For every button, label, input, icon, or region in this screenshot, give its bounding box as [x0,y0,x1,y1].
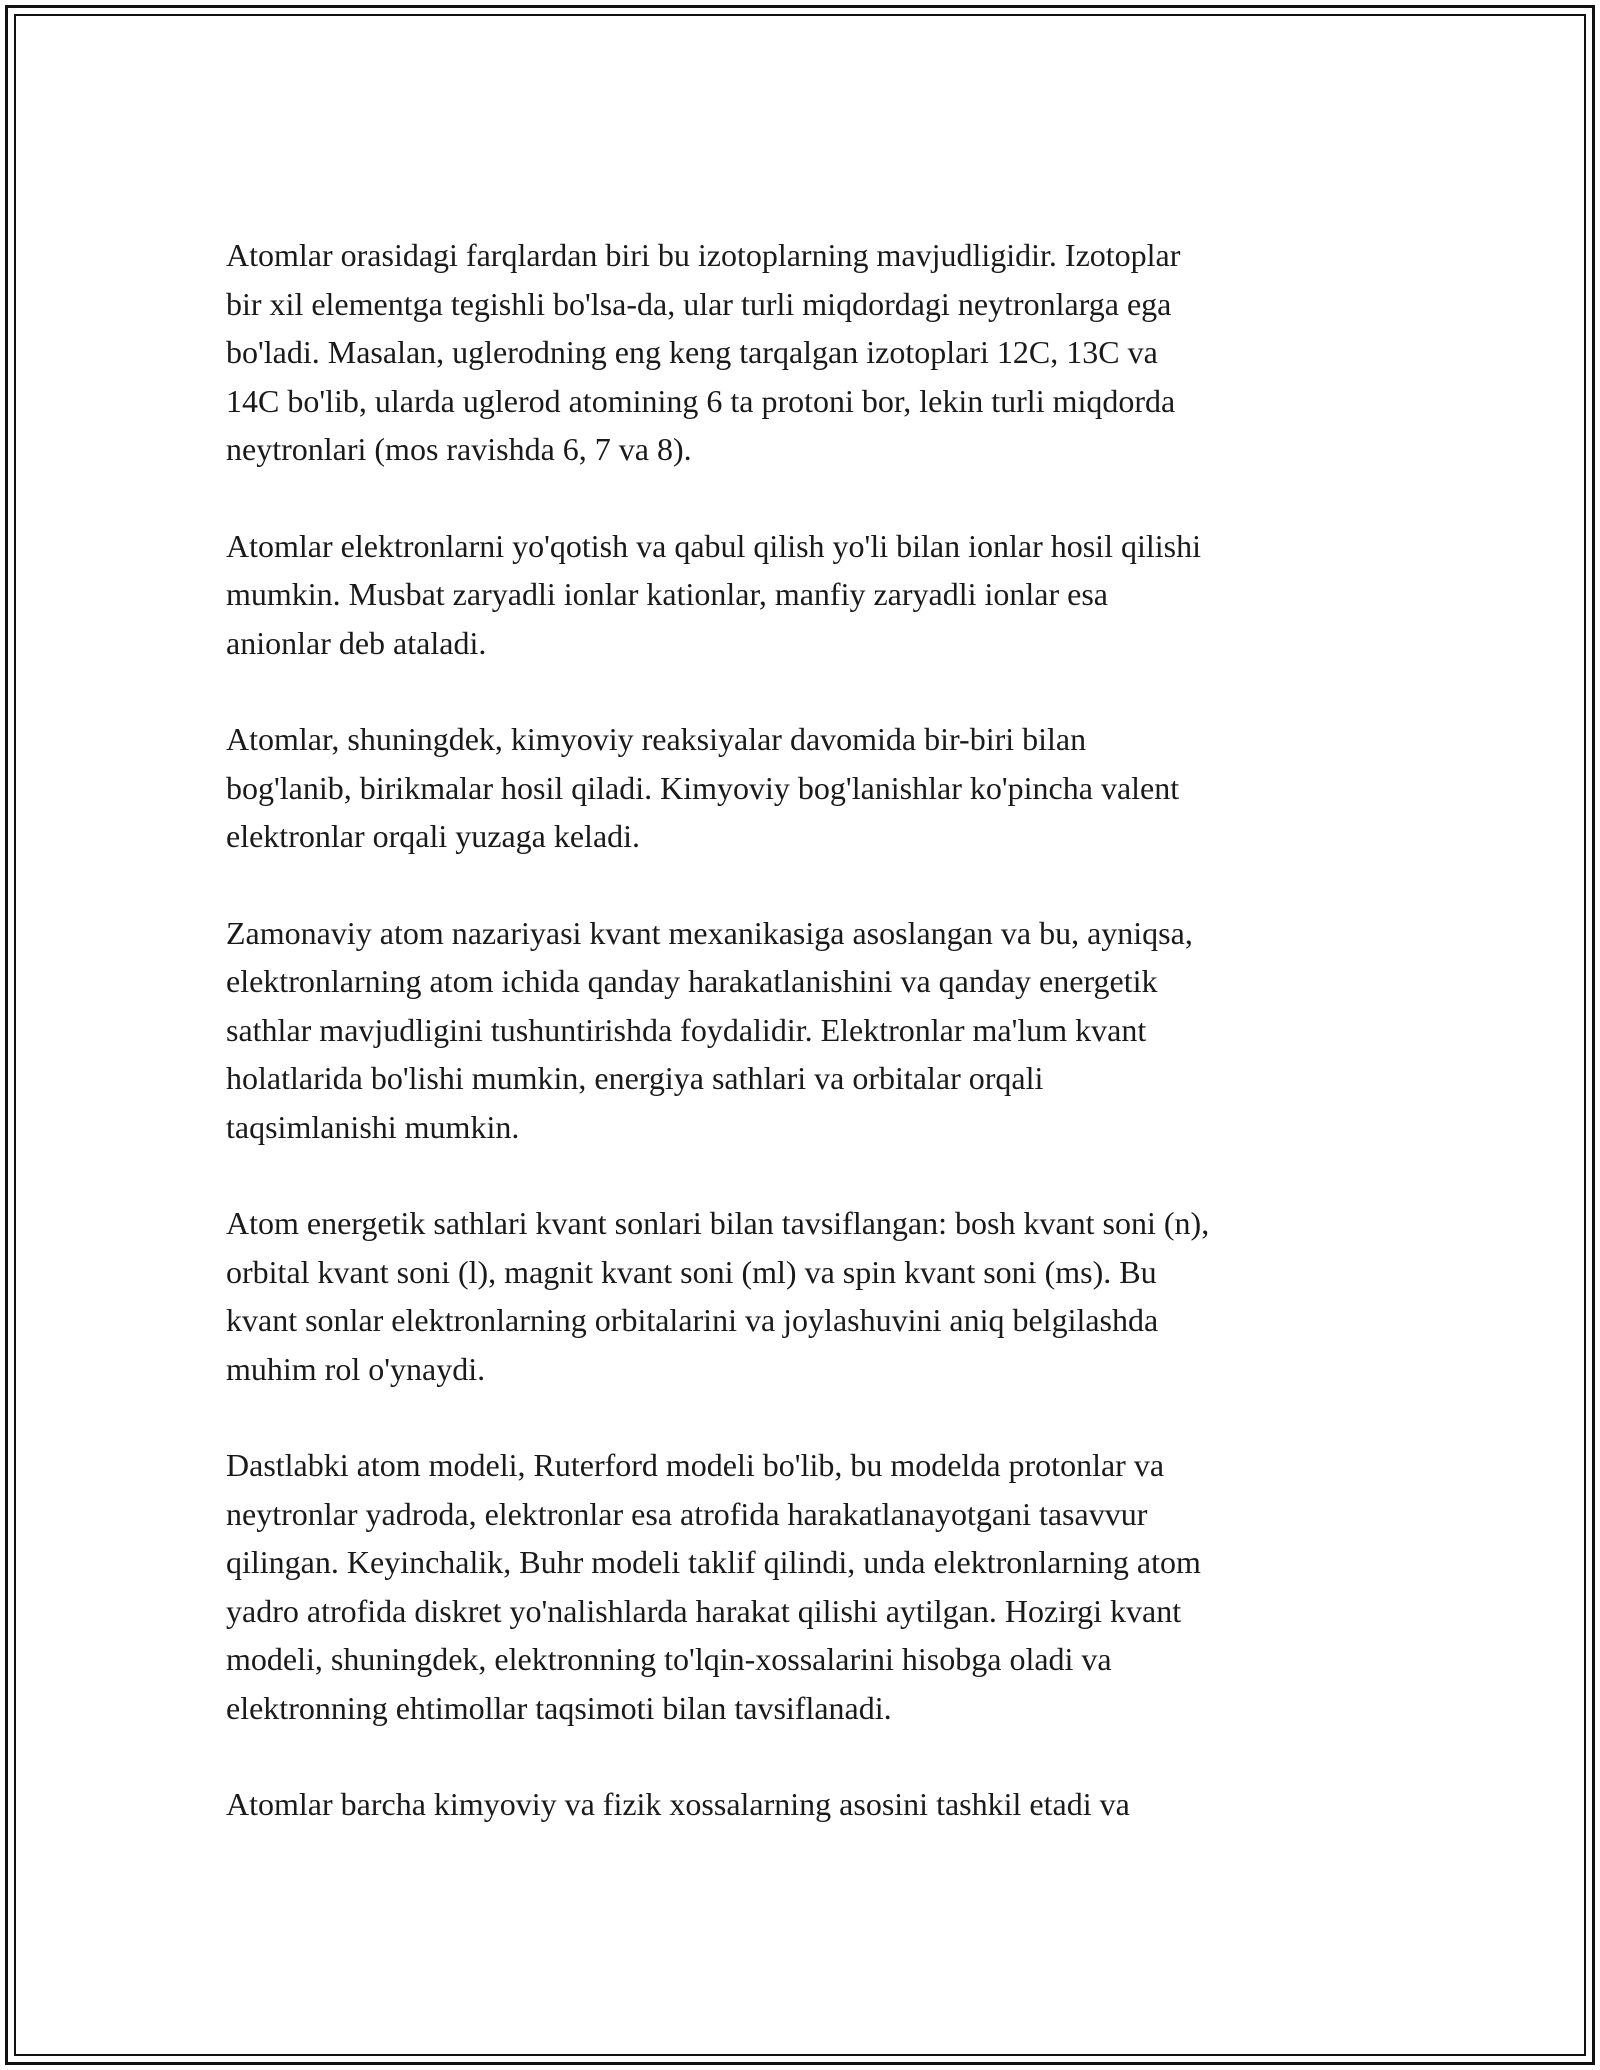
paragraph-ions: Atomlar elektronlarni yo'qotish va qabul qilish yo'li bilan ionlar hosil qilishi mumkin. Musbat zaryadli ionlar kationlar, manfiy zaryadli ionlar esa anionlar deb ataladi. [226,527,1201,661]
paragraph-chemical-bonds: Atomlar, shuningdek, kimyoviy reaksiyalar davomida bir-biri bilan bog'lanib, birikmalar hosil qiladi. Kimyoviy bog'lanishlar ko'pincha valent elektronlar orqali yuzaga keladi. [226,721,1180,854]
paragraph-quantum-theory: Zamonaviy atom nazariyasi kvant mexanikasiga asoslangan va bu, ayniqsa, elektronlarning atom ichida qanday harakatlanishini va qanday energetik sathlar mavjudligini tushuntirishda foydalidir. Elektronlar ma'lum kvant holatlarida bo'lishi mumkin, energiya sathlari va orbitalar orqali taqsimlanishi mumkin. [226,914,1193,1145]
paragraph-isotopes: Atomlar orasidagi farqlardan biri bu izotoplarning mavjudligidir. Izotoplar bir xil elementga tegishli bo'lsa-da, ular turli miqdordagi neytronlarga ega bo'ladi. Masalan, uglerodning eng keng tarqalgan izotoplari 12C, 13C va 14C bo'lib, ularda uglerod atomining 6 ta protoni bor, lekin turli miqdorda neytronlari (mos ravishda 6, 7 va 8). [226,237,1181,467]
document-body [226,231,1386,1877]
paragraph-atom-models: Dastlabki atom modeli, Ruterford modeli bo'lib, bu modelda protonlar va neytronlar yadroda, elektronlar esa atrofida harakatlanayotgani tasavvur qilingan. Keyinchalik, Buhr modeli taklif qilindi, unda elektronlarning atom yadro atrofida diskret yo'nalishlarda harakat qilishi aytilgan. Hozirgi kvant modeli, shuningdek, elektronning to'lqin-xossalarini hisobga oladi va elektronning ehtimollar taqsimoti bilan tavsiflanadi. [226,1447,1201,1726]
paragraph-quantum-numbers: Atom energetik sathlari kvant sonlari bilan tavsiflangan: bosh kvant soni (n), orbital kvant soni (l), magnit kvant soni (ml) va spin kvant soni (ms). Bu kvant sonlar elektronlarning orbitalarini va joylashuvini aniq belgilashda muhim rol o'ynaydi. [226,1205,1210,1387]
paragraph-conclusion: Atomlar barcha kimyoviy va fizik xossalarning asosini tashkil etadi va [226,1786,1130,1822]
